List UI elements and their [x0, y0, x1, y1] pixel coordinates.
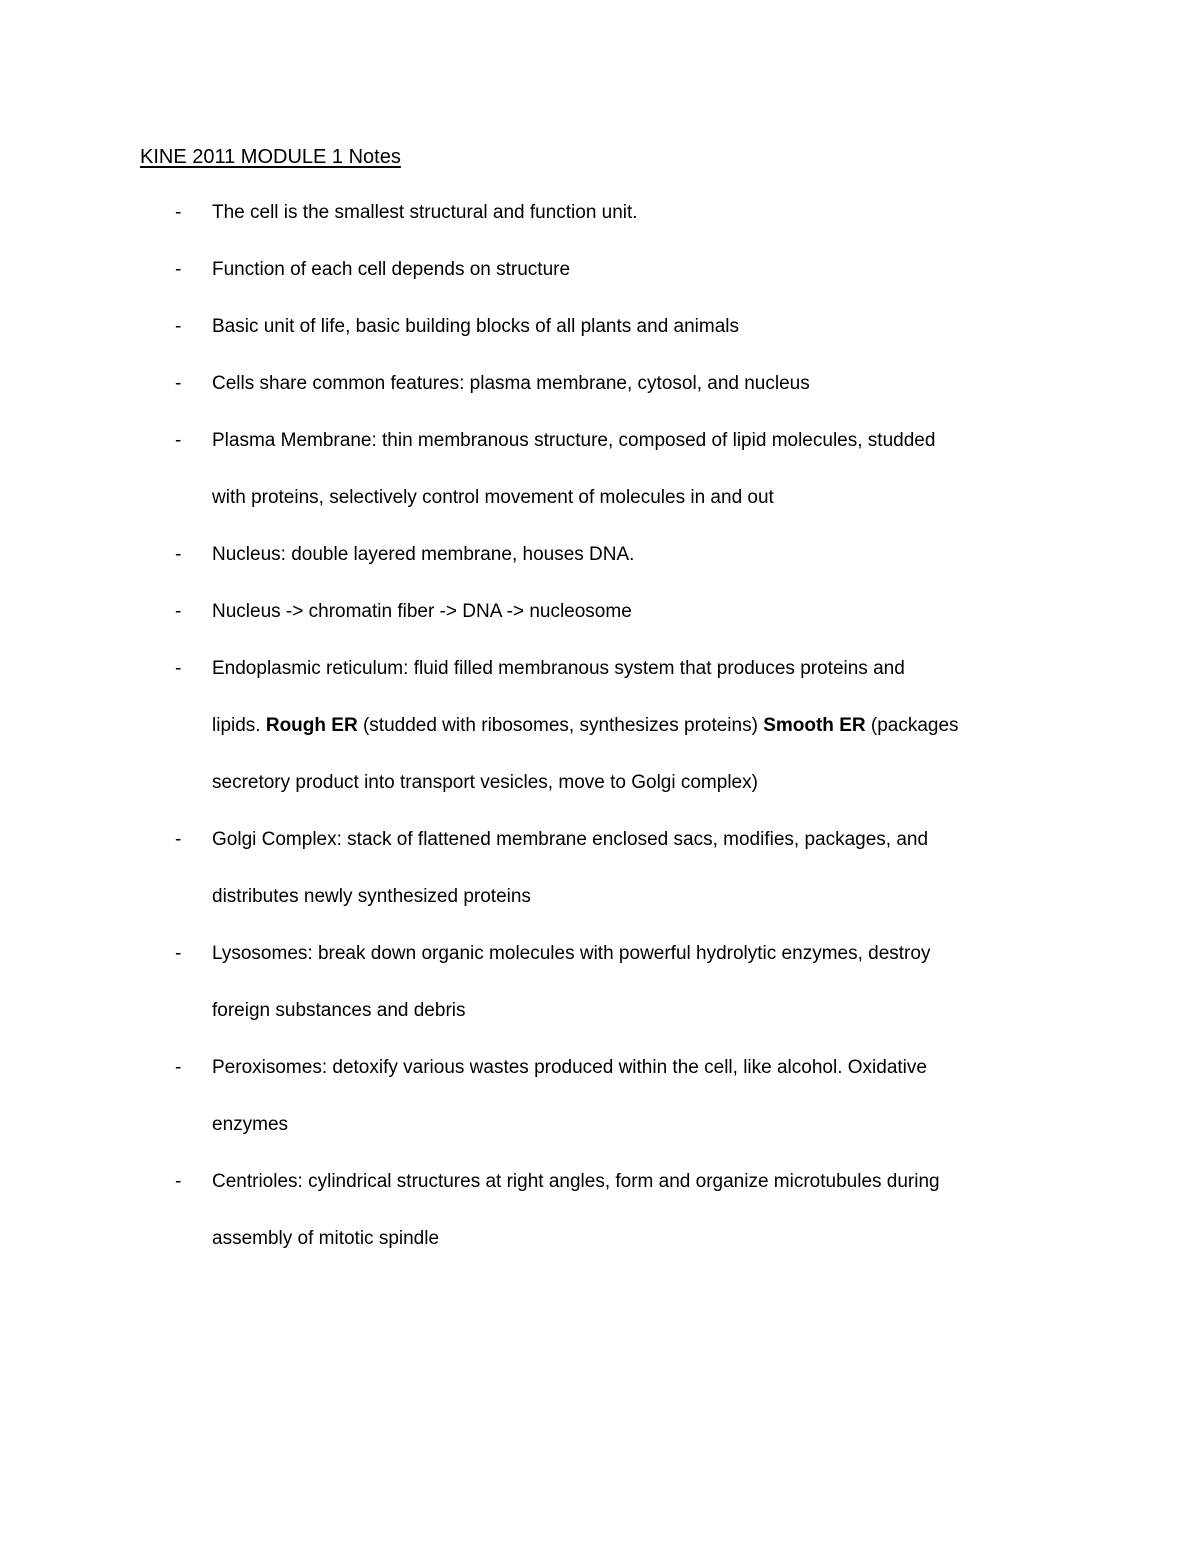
- note-line: [212, 313, 1200, 341]
- bullet-dash: -: [175, 601, 182, 622]
- note-text: enzymes: [212, 1114, 289, 1135]
- bullet-dash: -: [175, 373, 182, 394]
- note-item: [0, 370, 1200, 398]
- note-text: with proteins, selectively control movement of molecules in and out: [212, 487, 774, 508]
- note-line: [212, 1168, 1200, 1196]
- note-text: secretory product into transport vesicles, move to Golgi complex): [212, 772, 758, 793]
- note-line: [212, 598, 1200, 626]
- bold-term: Smooth ER: [763, 715, 866, 736]
- note-line: [212, 826, 1200, 854]
- bullet-dash: -: [175, 316, 182, 337]
- note-line: [212, 769, 1200, 797]
- note-line: [212, 427, 1200, 455]
- note-text: Basic unit of life, basic building blocks of all plants and animals: [212, 316, 740, 337]
- note-text: Endoplasmic reticulum: fluid filled membranous system that produces proteins and: [212, 658, 905, 679]
- bullet-dash: -: [175, 829, 182, 850]
- note-text: foreign substances and debris: [212, 1000, 466, 1021]
- note-item: [0, 826, 1200, 911]
- note-line: [212, 1054, 1200, 1082]
- bullet-dash: -: [175, 430, 182, 451]
- note-item: [0, 940, 1200, 1025]
- note-line: [212, 940, 1200, 968]
- bullet-dash: -: [175, 544, 182, 565]
- note-text: The cell is the smallest structural and function unit.: [212, 202, 638, 223]
- note-text: lipids.: [212, 715, 266, 736]
- note-text: Plasma Membrane: thin membranous structure, composed of lipid molecules, studded: [212, 430, 936, 451]
- note-line: [212, 883, 1200, 911]
- note-text: Centrioles: cylindrical structures at right angles, form and organize microtubules during: [212, 1171, 940, 1192]
- note-line: [212, 199, 1200, 227]
- note-text: (studded with ribosomes, synthesizes proteins): [357, 715, 764, 736]
- document-title: KINE 2011 MODULE 1 Notes: [140, 146, 401, 168]
- note-text: Cells share common features: plasma membrane, cytosol, and nucleus: [212, 373, 810, 394]
- note-item: [0, 427, 1200, 512]
- note-item: [0, 313, 1200, 341]
- bullet-dash: -: [175, 658, 182, 679]
- note-item: [0, 655, 1200, 797]
- note-item: [0, 541, 1200, 569]
- bullet-dash: -: [175, 1057, 182, 1078]
- note-text: Function of each cell depends on structure: [212, 259, 571, 280]
- note-line: [212, 1111, 1200, 1139]
- note-line: [212, 997, 1200, 1025]
- note-item: [0, 1054, 1200, 1139]
- note-line: [212, 541, 1200, 569]
- note-text: distributes newly synthesized proteins: [212, 886, 531, 907]
- note-text: assembly of mitotic spindle: [212, 1228, 440, 1249]
- note-text: Golgi Complex: stack of flattened membrane enclosed sacs, modifies, packages, and: [212, 829, 929, 850]
- bullet-dash: -: [175, 259, 182, 280]
- note-item: [0, 256, 1200, 284]
- note-line: [212, 370, 1200, 398]
- notes-list: [0, 199, 1200, 1282]
- bold-term: Rough ER: [265, 715, 358, 736]
- note-line: [212, 484, 1200, 512]
- note-text: (packages: [865, 715, 959, 736]
- bullet-dash: -: [175, 943, 182, 964]
- note-text: Nucleus -> chromatin fiber -> DNA -> nucleosome: [212, 601, 632, 622]
- note-line: [212, 712, 1200, 740]
- note-item: [0, 598, 1200, 626]
- bullet-dash: -: [175, 1171, 182, 1192]
- note-text: Nucleus: double layered membrane, houses DNA.: [212, 544, 635, 565]
- bullet-dash: -: [175, 202, 182, 223]
- note-line: [212, 1225, 1200, 1253]
- note-text: Lysosomes: break down organic molecules with powerful hydrolytic enzymes, destroy: [212, 943, 931, 964]
- note-text: Peroxisomes: detoxify various wastes produced within the cell, like alcohol. Oxidative: [212, 1057, 927, 1078]
- note-line: [212, 256, 1200, 284]
- note-item: [0, 199, 1200, 227]
- note-line: [212, 655, 1200, 683]
- note-item: [0, 1168, 1200, 1253]
